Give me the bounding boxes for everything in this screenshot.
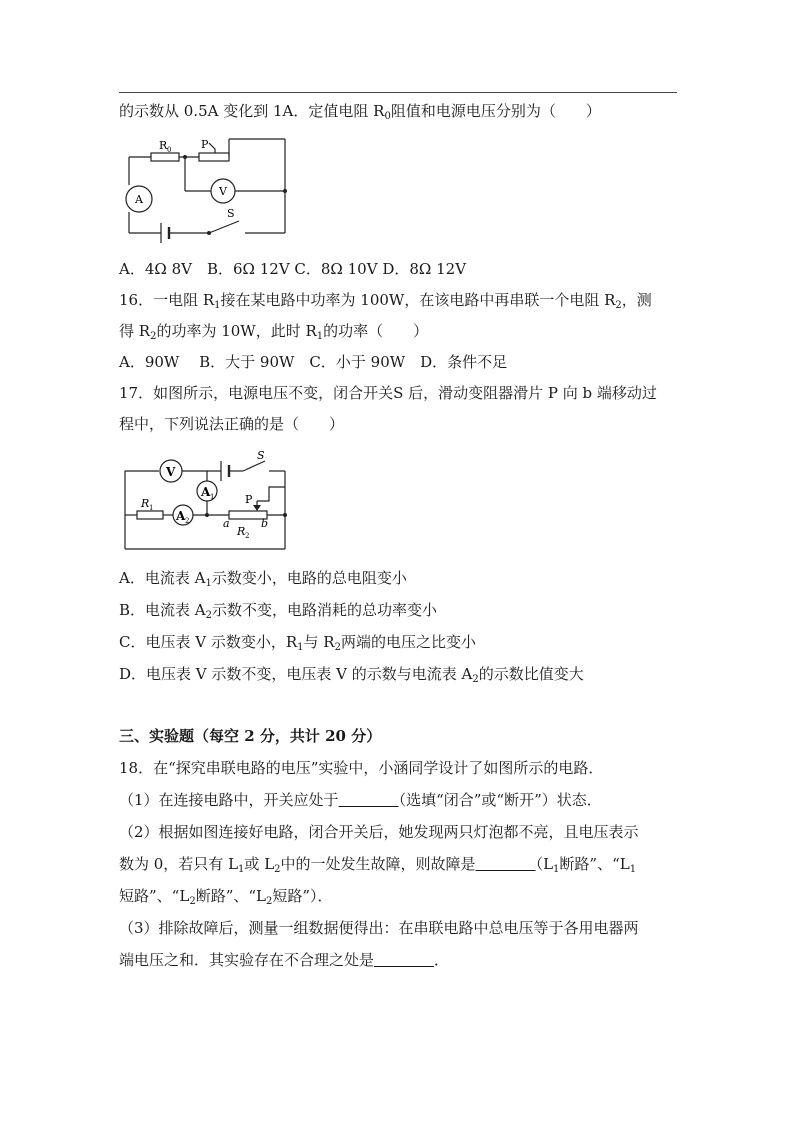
r2-label: R: [237, 525, 246, 538]
q18-part3-a: （3）排除故障后，测量一组数据便得出：在串联电路中总电压等于各用电器两: [119, 919, 639, 937]
text-run: 断路”、“L: [559, 855, 630, 873]
text-run: 短路”、“L: [119, 887, 190, 905]
q18-part2-a: （2）根据如图连接好电路，闭合开关后，她发现两只灯泡都不亮，且电压表示: [119, 823, 639, 841]
a1-sub: 1: [210, 493, 215, 501]
q17-switch-label: S: [257, 449, 265, 462]
text-run: B．电流表 A: [119, 601, 206, 619]
text-run: 的示数从 0.5A 变化到 1A．定值电阻 R: [119, 102, 385, 120]
r0-sub: 0: [167, 146, 172, 154]
q16-line2: [119, 321, 428, 341]
text-run: 示数不变，电路消耗的总功率变小: [212, 601, 438, 619]
q16-options: A．90W B．大于 90W C．小于 90W D．条件不足: [119, 353, 508, 371]
subscript: 1: [316, 331, 324, 342]
q18-line1: 18．在“探究串联电路的电压”实验中，小涵同学设计了如图所示的电路．: [119, 759, 604, 777]
subscript: 1: [297, 642, 304, 653]
subscript: 2: [334, 642, 341, 653]
subscript: 1: [238, 864, 245, 875]
q17-option-d: [119, 664, 584, 684]
text-run: 得 R: [119, 322, 151, 340]
q16-line1: [119, 290, 652, 310]
subscript: 2: [150, 331, 157, 342]
subscript: 1: [205, 578, 212, 589]
text-run: 阻值和电源电压分别为（ ）: [390, 102, 601, 120]
q17-line2: 程中，下列说法正确的是（ ）: [119, 415, 345, 433]
text-run: ．: [434, 951, 450, 969]
ammeter-label: A: [135, 193, 143, 206]
p-label: P: [201, 138, 209, 151]
text-run: 接在某电路中功率为 100W，在该电路中再串联一个电阻 R: [220, 291, 616, 309]
answer-blank: [476, 855, 536, 873]
subscript: 2: [205, 610, 212, 621]
text-run: （L: [535, 855, 554, 873]
text-run: 端电压之和．其实验存在不合理之处是: [119, 951, 375, 969]
text-run: 或 L: [244, 855, 275, 873]
text-run: （选填“闭合”或“断开”）状态．: [398, 791, 602, 809]
text-run: 中的一处发生故障，则故障是: [280, 855, 476, 873]
answer-blank: [339, 791, 399, 809]
text-run: 的功率（ ）: [323, 322, 429, 340]
text-run: D．电压表 V 示数不变，电压表 V 的示数与电流表 A: [119, 665, 473, 683]
switch-label: S: [227, 207, 235, 220]
text-run: ，测: [621, 291, 652, 309]
text-run: 断路”、“L: [195, 887, 266, 905]
a1-label: A: [201, 485, 211, 499]
text-run: C．电压表 V 示数变小，R: [119, 633, 298, 651]
r2-sub: 2: [245, 532, 250, 540]
text-run: 示数变小，电路的总电阻变小: [211, 569, 407, 587]
q17-circuit-figure: [119, 447, 291, 559]
text-run: （1）在连接电路中，开关应处于: [119, 791, 339, 809]
q18-part3-b: [119, 950, 449, 970]
subscript: 2: [615, 300, 622, 311]
q17-option-c: [119, 632, 476, 652]
r0-label: R: [159, 139, 168, 152]
b-end-label: b: [261, 517, 269, 530]
q18-part1: [119, 790, 602, 810]
q17-p-label: P: [245, 493, 253, 506]
text-run: 16．一电阻 R: [119, 291, 215, 309]
r1-label: R: [141, 497, 150, 510]
r1-sub: 1: [149, 504, 154, 512]
text-run: 短路”）．: [272, 887, 333, 905]
voltmeter-label: V: [219, 185, 227, 198]
subscript: 1: [553, 864, 560, 875]
a2-sub: 2: [185, 517, 190, 525]
text-run: 两端的电压之比变小: [340, 633, 476, 651]
subscript: 2: [472, 674, 479, 685]
q18-part2-b: [119, 854, 636, 874]
text-run: A．电流表 A: [119, 569, 206, 587]
text-run: 与 R: [303, 633, 335, 651]
q17-option-b: [119, 600, 437, 620]
q17-option-a: [119, 568, 407, 588]
q17-voltmeter-label: V: [166, 465, 176, 479]
answer-blank: [374, 951, 434, 969]
subscript: 2: [266, 896, 273, 907]
q15-options: A．4Ω 8V B．6Ω 12V C．8Ω 10V D．8Ω 12V: [119, 260, 467, 278]
subscript: 2: [274, 864, 281, 875]
subscript: 0: [384, 111, 391, 122]
section-3-heading: 三、实验题（每空 2 分，共计 20 分）: [119, 727, 382, 745]
text-run: 数为 0，若只有 L: [119, 855, 239, 873]
q17-line1: 17．如图所示，电源电压不变，闭合开关S 后，滑动变阻器滑片 P 向 b 端移动过: [119, 384, 657, 402]
subscript: 2: [189, 896, 196, 907]
a2-label: A: [176, 509, 186, 523]
a-end-label: a: [223, 517, 230, 530]
text-run: 的示数比值变大: [478, 665, 584, 683]
q18-part2-c: [119, 886, 333, 906]
q15-stem: [119, 101, 601, 121]
subscript: 1: [629, 864, 637, 875]
text-run: 的功率为 10W，此时 R: [156, 322, 317, 340]
header-rule: [119, 92, 677, 93]
subscript: 1: [214, 300, 221, 311]
q15-circuit-figure: [119, 133, 291, 251]
